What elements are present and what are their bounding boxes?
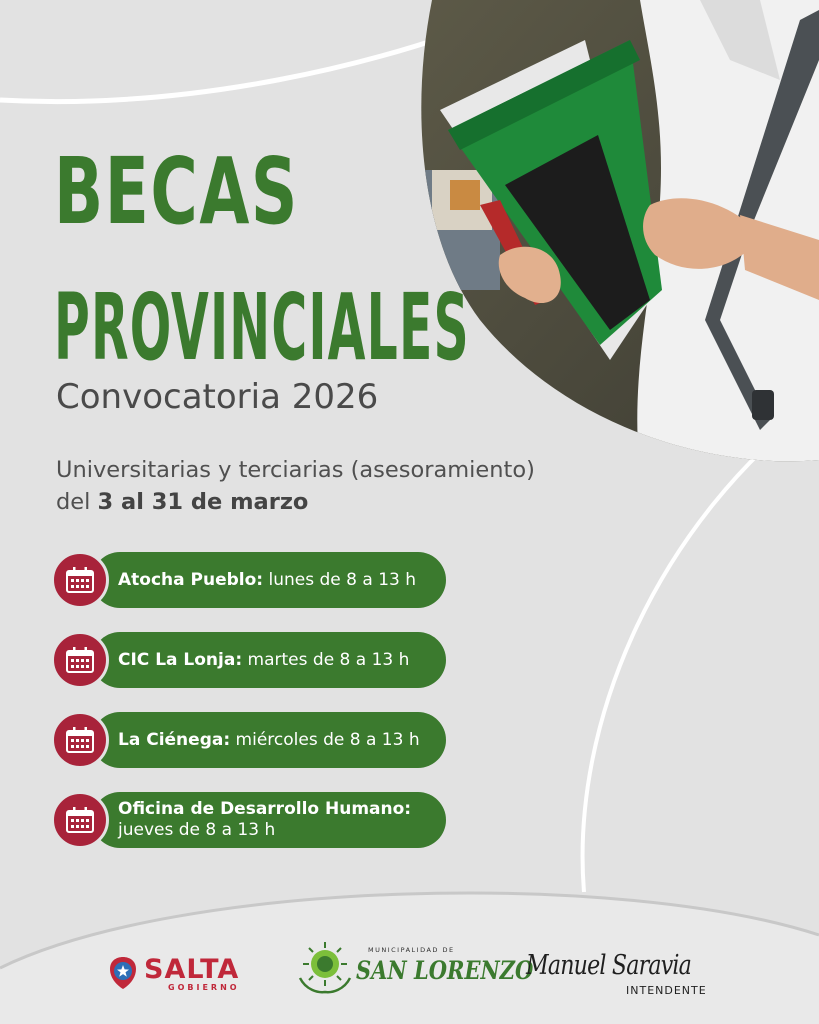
schedule-time: miércoles de 8 a 13 h [235,730,420,750]
mayor-name: Manuel Saravia [526,950,692,981]
schedule-place: Oficina de Desarrollo Humano: [118,799,412,819]
salta-name: SALTA [144,954,240,985]
schedule-time: lunes de 8 a 13 h [268,570,417,590]
page-title: BECAS [54,138,299,245]
schedule-text [118,792,411,848]
page-subtitle: Convocatoria 2026 [56,377,379,417]
page-title-line-2: PROVINCIALES [54,274,470,381]
schedule-item [54,792,446,848]
schedule-item [54,632,446,688]
schedule-place: CIC La Lonja: [118,650,243,670]
mayor-title: INTENDENTE [626,984,707,997]
calendar-icon [51,631,109,689]
salta-shield-icon [108,956,138,990]
salta-gobierno-logo [108,952,248,994]
mayor-signature [522,950,722,1000]
schedule-text [118,552,416,608]
schedule-text [118,632,409,688]
schedule-place: Atocha Pueblo: [118,570,264,590]
calendar-icon [51,551,109,609]
san-lorenzo-logo [296,938,534,994]
description [56,454,535,518]
calendar-icon [51,711,109,769]
date-range: 3 al 31 de marzo [97,489,309,515]
date-prefix: del [56,489,91,515]
description-line-1: Universitarias y terciarias (asesoramiento) [56,457,535,483]
schedule-time: martes de 8 a 13 h [247,650,410,670]
schedule-time: jueves de 8 a 13 h [118,820,276,840]
schedule-item [54,712,446,768]
schedule-item [54,552,446,608]
sun-emblem-icon [296,938,354,994]
salta-subtitle: GOBIERNO [168,983,240,992]
calendar-icon [51,791,109,849]
schedule-text [118,712,420,768]
description-line-2 [56,486,535,518]
municipality-label: MUNICIPALIDAD DE [368,946,455,954]
municipality-name: SAN LORENZO [356,956,534,985]
schedule-place: La Ciénega: [118,730,231,750]
